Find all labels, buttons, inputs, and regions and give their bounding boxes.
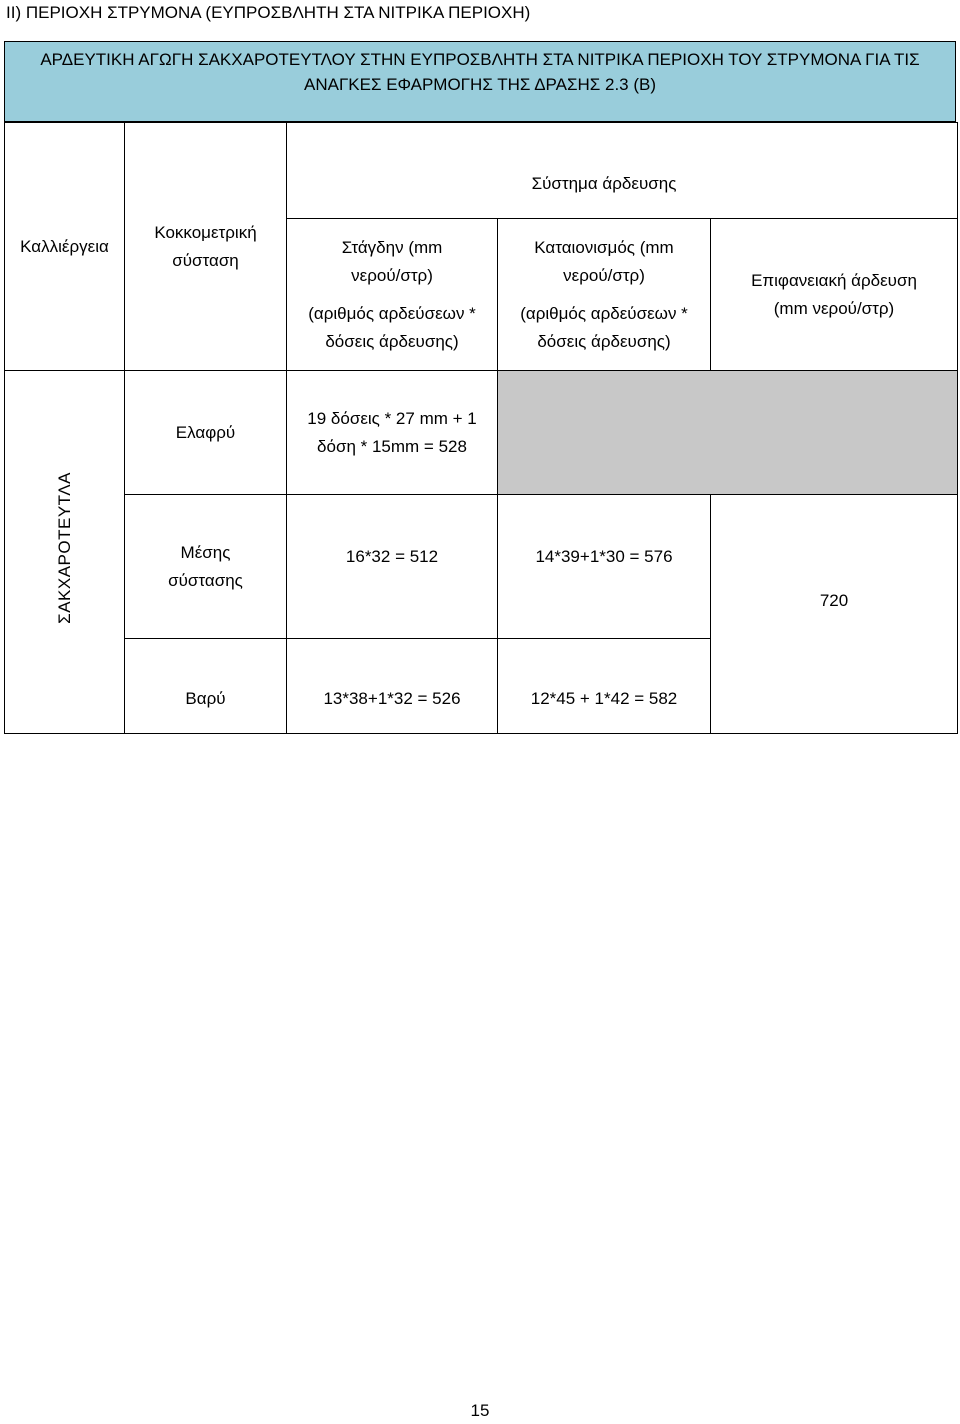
header-drip-line4: δόσεις άρδευσης) [325, 331, 459, 351]
soil-medium [125, 495, 287, 639]
drip-light [287, 371, 498, 495]
header-crop: Καλλιέργεια [5, 123, 125, 371]
section-title: II) ΠΕΡΙΟΧΗ ΣΤΡΥΜΟΝΑ (ΕΥΠΡΟΣΒΛΗΤΗ ΣΤΑ ΝΙΤΡΙΚΑ ΠΕΡΙΟΧΗ) [6, 3, 531, 22]
table-banner [4, 41, 956, 122]
header-sprinkler-line4: δόσεις άρδευσης) [537, 331, 671, 351]
header-sprinkler-line1: Καταιονισμός (mm [534, 237, 674, 257]
header-sprinkler-line2: νερού/στρ) [563, 265, 645, 285]
soil-light: Ελαφρύ [125, 371, 287, 495]
header-surface [711, 219, 958, 371]
drip-heavy: 13*38+1*32 = 526 [287, 639, 498, 734]
drip-medium: 16*32 = 512 [287, 495, 498, 639]
surface-value: 720 [711, 495, 958, 734]
header-drip-line2: νερού/στρ) [351, 265, 433, 285]
header-irrigation-system: Σύστημα άρδευσης [498, 123, 711, 219]
banner-line-1: ΑΡΔΕΥΤΙΚΗ ΑΓΩΓΗ ΣΑΚΧΑΡΟΤΕΥΤΛΟΥ ΣΤΗΝ ΕΥΠΡΟΣΒΛΗΤΗ ΣΤΑ ΝΙΤΡΙΚΑ ΠΕΡΙΟΧΗ ΤΟΥ ΣΤΡΥΜΟΝΑ ΓΙΑ ΤΙΣ [40, 50, 920, 69]
page-number: 15 [470, 1401, 490, 1420]
header-drip-line1: Στάγδην (mm [341, 237, 443, 257]
sprinkler-heavy: 12*45 + 1*42 = 582 [498, 639, 711, 734]
header-sprinkler-line3: (αριθμός αρδεύσεων * [520, 303, 688, 323]
soil-medium-line2: σύστασης [168, 570, 243, 590]
header-soil-line1: Κοκκομετρική [154, 222, 257, 242]
soil-medium-line1: Μέσης [180, 542, 231, 562]
header-drip [287, 219, 498, 371]
header-sprinkler [498, 219, 711, 371]
crop-cell [5, 371, 125, 734]
crop-name: ΣΑΚΧΑΡΟΤΕΥΤΛΑ [54, 471, 74, 624]
drip-light-line1: 19 δόσεις * 27 mm + 1 [307, 408, 477, 428]
sprinkler-medium: 14*39+1*30 = 576 [498, 495, 711, 639]
header-soil-line2: σύσταση [172, 250, 239, 270]
table-row [5, 495, 958, 639]
soil-heavy: Βαρύ [125, 639, 287, 734]
table-row [5, 371, 958, 495]
drip-light-line2: δόση * 15mm = 528 [317, 436, 467, 456]
header-surface-line2: (mm νερού/στρ) [773, 298, 895, 318]
header-drip-line3: (αριθμός αρδεύσεων * [308, 303, 476, 323]
header-surface-line1: Επιφανειακή άρδευση [751, 270, 917, 290]
banner-line-2: ΑΝΑΓΚΕΣ ΕΦΑΡΜΟΓΗΣ ΤΗΣ ΔΡΑΣΗΣ 2.3 (Β) [303, 75, 657, 94]
grey-filler [498, 371, 958, 495]
irrigation-table [4, 122, 958, 734]
header-soil [125, 123, 287, 371]
